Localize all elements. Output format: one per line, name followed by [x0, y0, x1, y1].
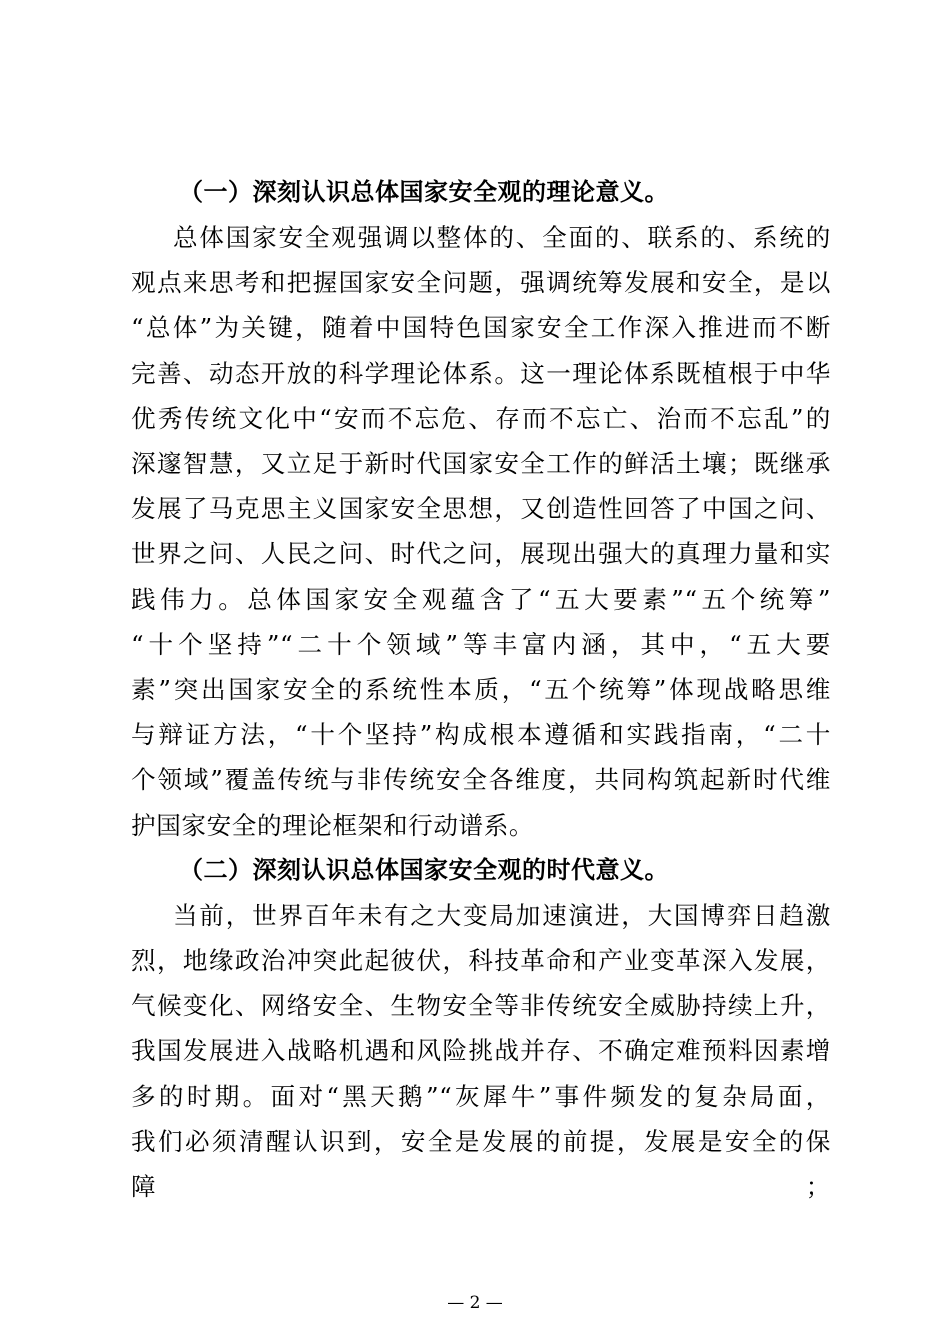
page-number: — 2 — — [447, 1293, 503, 1313]
paragraph-line: 践伟力。总体国家安全观蕴含了“五大要素”“五个统筹” — [131, 584, 831, 614]
paragraph-line: 深邃智慧，又立足于新时代国家安全工作的鲜活土壤；既继承 — [131, 449, 831, 479]
section-2-heading: （二）深刻认识总体国家安全观的时代意义。 — [179, 855, 669, 884]
paragraph-line: 总体国家安全观强调以整体的、全面的、联系的、系统的 — [173, 223, 831, 252]
section-2-paragraph — [131, 893, 831, 1209]
paragraph-line: 观点来思考和把握国家安全问题，强调统筹发展和安全，是以 — [131, 268, 831, 298]
paragraph-line: 气候变化、网络安全、生物安全等非传统安全威胁持续上升， — [131, 991, 831, 1021]
section-1-paragraph — [131, 215, 831, 848]
paragraph-line: 我们必须清醒认识到，安全是发展的前提，发展是安全的保障； — [131, 1126, 831, 1202]
paragraph-line: 当前，世界百年未有之大变局加速演进，大国博弈日趋激 — [173, 900, 831, 930]
paragraph-line: 素”突出国家安全的系统性本质，“五个统筹”体现战略思维 — [131, 675, 831, 705]
paragraph-line: “总体”为关键，随着中国特色国家安全工作深入推进而不断 — [131, 313, 831, 343]
section-1-heading: （一）深刻认识总体国家安全观的理论意义。 — [179, 178, 669, 206]
paragraph-line: 世界之问、人民之问、时代之问，展现出强大的真理力量和实 — [131, 539, 831, 569]
paragraph-line: 发展了马克思主义国家安全思想，又创造性回答了中国之问、 — [131, 494, 831, 524]
paragraph-line: 与辩证方法，“十个坚持”构成根本遵循和实践指南，“二十 — [131, 720, 831, 750]
paragraph-line: 我国发展进入战略机遇和风险挑战并存、不确定难预料因素增 — [131, 1036, 831, 1066]
document-body — [131, 170, 831, 1209]
paragraph-line: 优秀传统文化中“安而不忘危、存而不忘亡、治而不忘乱”的 — [131, 403, 831, 433]
paragraph-line: 个领域”覆盖传统与非传统安全各维度，共同构筑起新时代维 — [131, 765, 831, 795]
paragraph-line: 完善、动态开放的科学理论体系。这一理论体系既植根于中华 — [131, 358, 831, 388]
paragraph-line: “十个坚持”“二十个领域”等丰富内涵，其中，“五大要 — [131, 629, 831, 659]
paragraph-line: 护国家安全的理论框架和行动谱系。 — [131, 810, 535, 840]
paragraph-line: 多的时期。面对“黑天鹅”“灰犀牛”事件频发的复杂局面， — [131, 1081, 831, 1111]
paragraph-line: 烈，地缘政治冲突此起彼伏，科技革命和产业变革深入发展， — [131, 946, 831, 976]
